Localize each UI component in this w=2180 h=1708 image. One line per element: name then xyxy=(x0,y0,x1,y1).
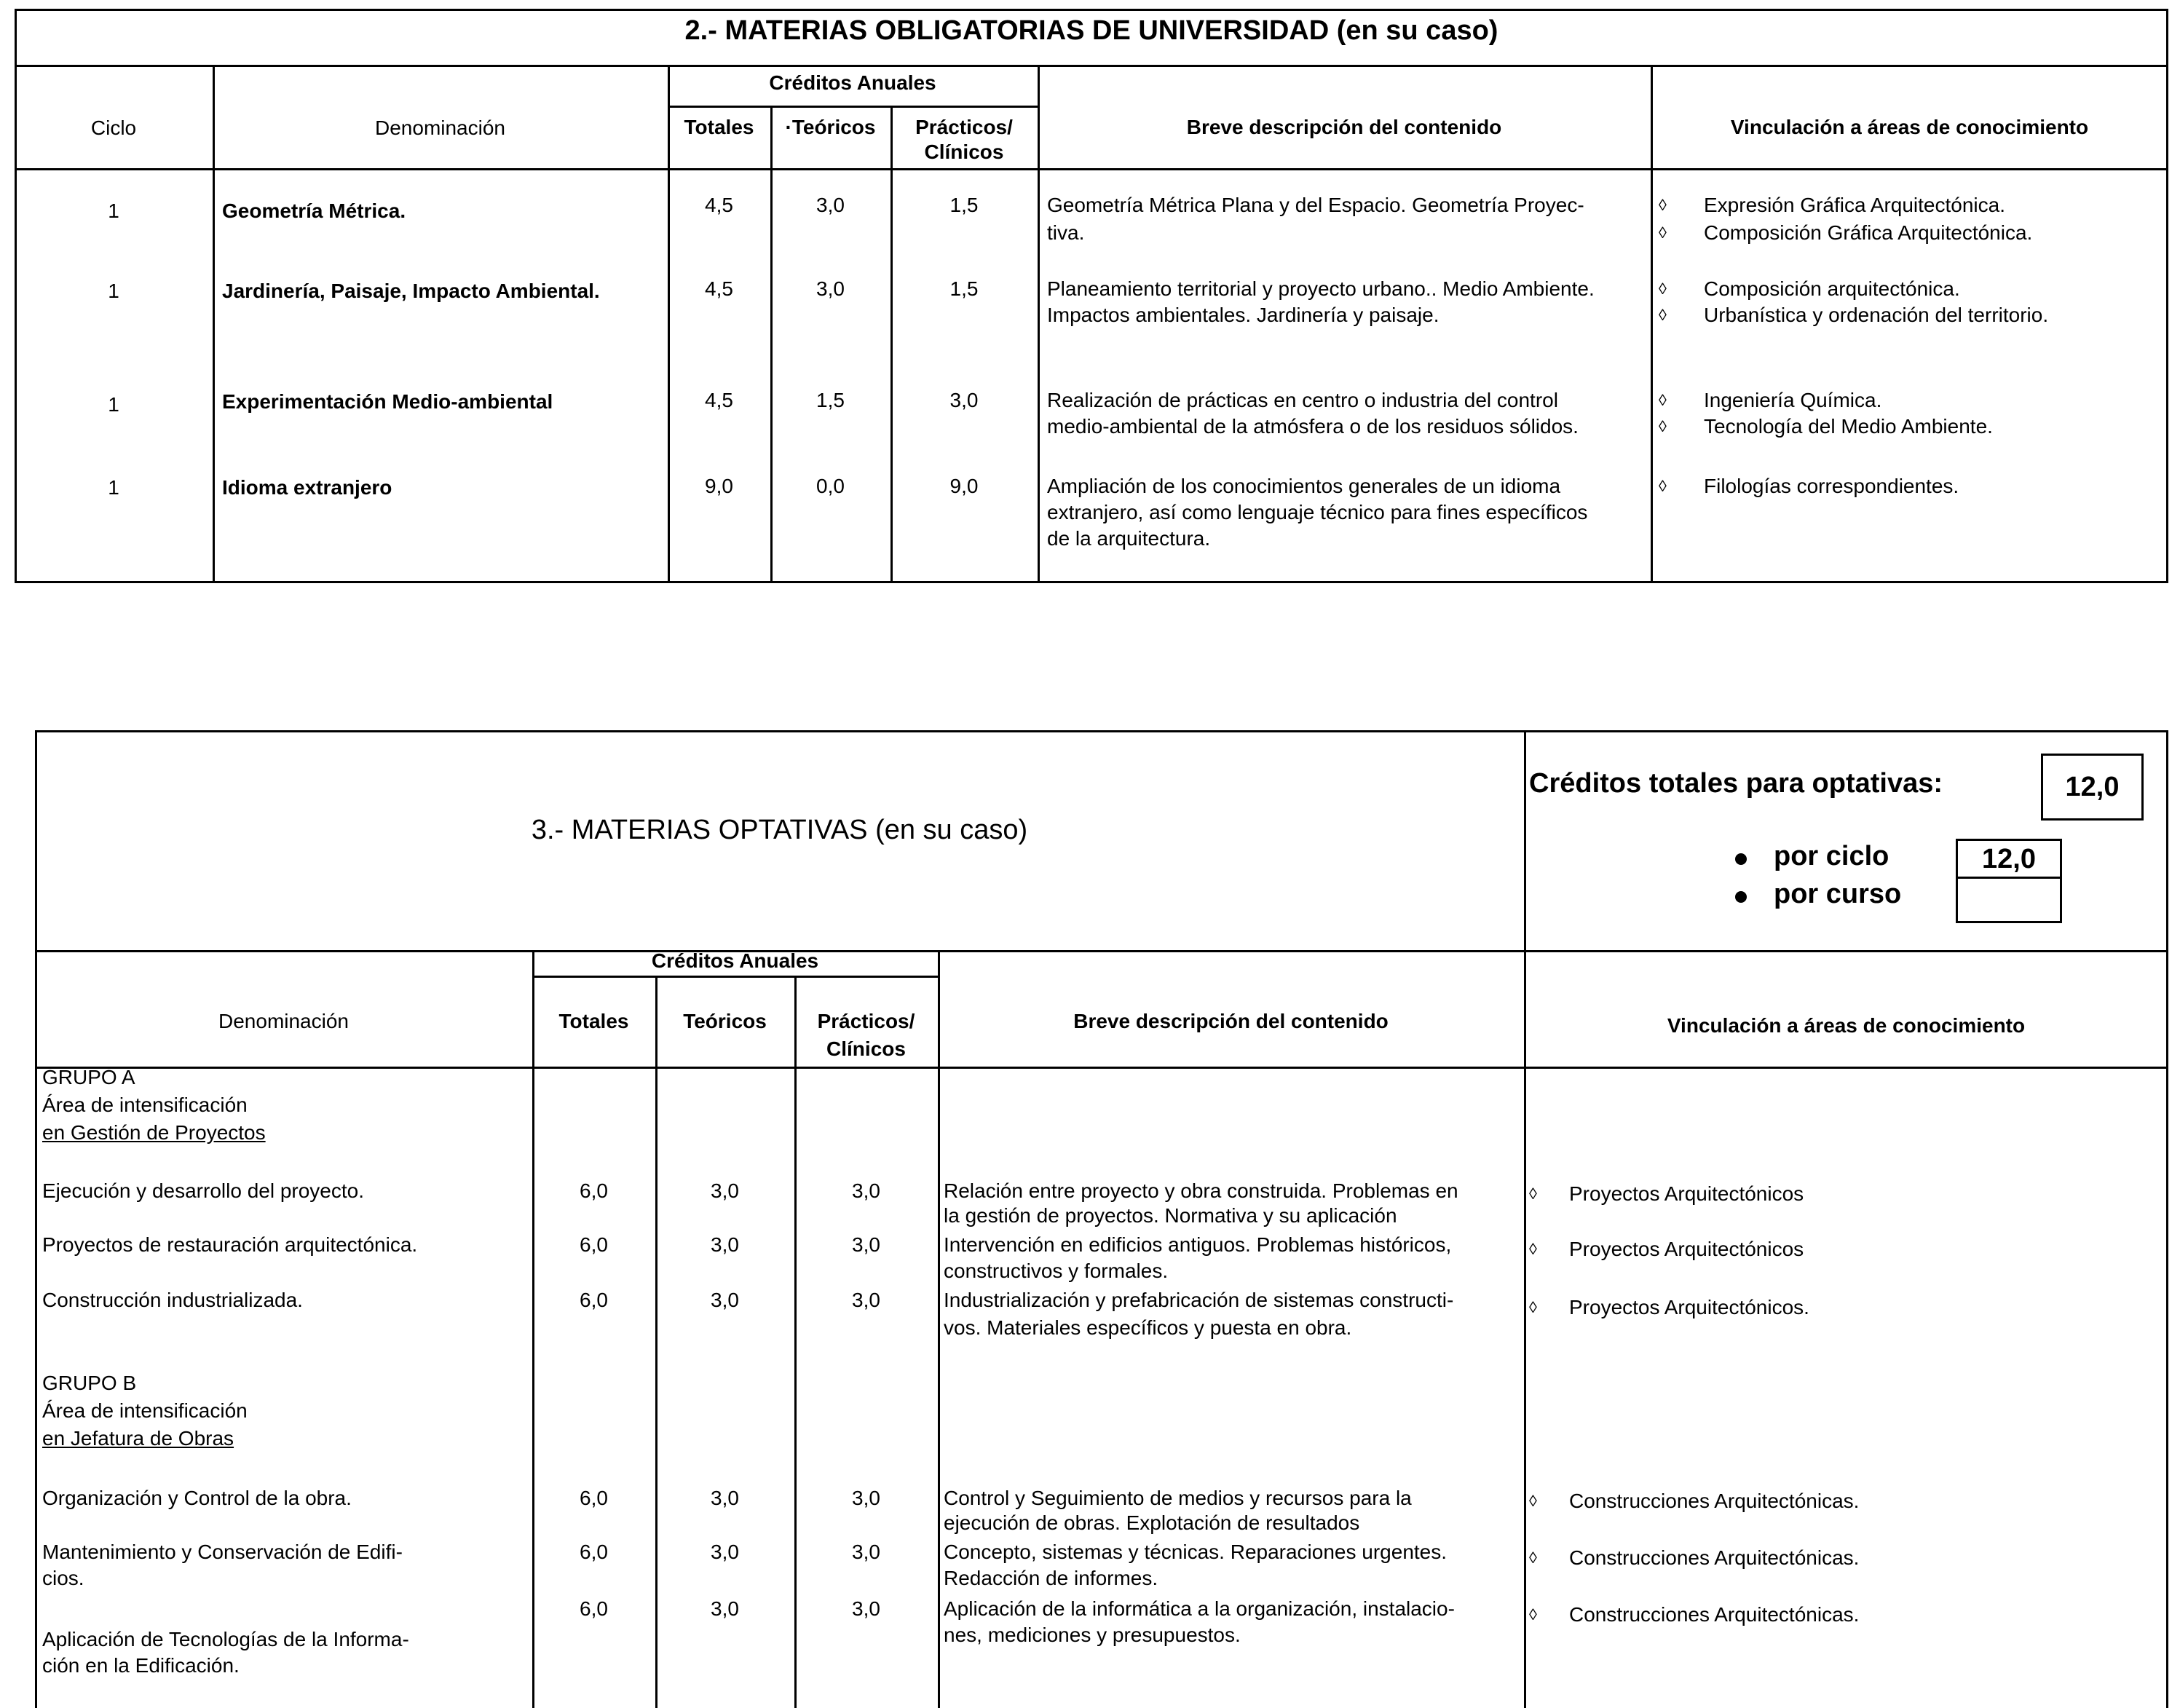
practicos-cell: 3,0 xyxy=(852,1541,880,1563)
subject-name: ción en la Edificación. xyxy=(42,1654,240,1677)
area-item: Urbanística y ordenación del territorio. xyxy=(1704,304,2049,326)
diamond-icon: ◊ xyxy=(1529,1185,1537,1203)
totales-cell: 6,0 xyxy=(580,1541,608,1563)
diamond-icon: ◊ xyxy=(1659,391,1667,409)
teoricos-cell: 3,0 xyxy=(711,1487,739,1509)
section2-header-practicos: Prácticos/ xyxy=(915,116,1013,138)
totales-cell: 6,0 xyxy=(580,1179,608,1202)
totales-cell: 6,0 xyxy=(580,1289,608,1311)
practicos-cell: 1,5 xyxy=(949,277,979,300)
totales-cell: 4,5 xyxy=(705,277,733,300)
teoricos-cell: 3,0 xyxy=(711,1597,739,1620)
creditos-totales-box: 12,0 xyxy=(2041,754,2144,821)
diamond-icon: ◊ xyxy=(1659,306,1667,324)
description-line: la gestión de proyectos. Normativa y su aplicación xyxy=(944,1204,1397,1227)
section3-header-descripcion: Breve descripción del contenido xyxy=(1073,1010,1389,1032)
ciclo-cell: 1 xyxy=(108,393,119,416)
practicos-cell: 9,0 xyxy=(949,475,979,497)
section2-col-line xyxy=(890,106,893,583)
teoricos-cell: 3,0 xyxy=(816,194,845,216)
section2-col-line xyxy=(1651,65,1653,583)
subject-name: Idioma extranjero xyxy=(222,476,392,499)
teoricos-cell: 3,0 xyxy=(816,277,845,300)
description-line: Planeamiento territorial y proyecto urbano.. Medio Ambiente. xyxy=(1047,277,1595,300)
section3-title: 3.- MATERIAS OPTATIVAS (en su caso) xyxy=(531,815,1028,845)
area-item: Composición Gráfica Arquitectónica. xyxy=(1704,221,2033,244)
section2-header-vinculacion: Vinculación a áreas de conocimiento xyxy=(1730,116,2089,138)
subject-name: Aplicación de Tecnologías de la Informa- xyxy=(42,1628,409,1650)
subject-name: Organización y Control de la obra. xyxy=(42,1487,352,1509)
description-line: vos. Materiales específicos y puesta en obra. xyxy=(944,1316,1352,1339)
diamond-icon: ◊ xyxy=(1659,477,1667,495)
section2-header-creditos: Créditos Anuales xyxy=(769,71,936,94)
section2-col-line xyxy=(668,65,670,583)
description-line: Intervención en edificios antiguos. Problemas históricos, xyxy=(944,1233,1452,1256)
section3-header-practicos: Prácticos/ xyxy=(817,1010,915,1032)
description-line: Industrialización y prefabricación de sistemas constructi- xyxy=(944,1289,1454,1311)
description-line: ejecución de obras. Explotación de resultados xyxy=(944,1511,1360,1534)
section2-col-line xyxy=(1038,65,1040,583)
totales-cell: 4,5 xyxy=(705,194,733,216)
section3-header-creditos: Créditos Anuales xyxy=(651,949,819,972)
group-b-subtitle: Área de intensificación xyxy=(42,1399,248,1422)
section3-header-totales: Totales xyxy=(558,1010,629,1032)
section2-creditos-divider xyxy=(668,106,1038,108)
description-line: Redacción de informes. xyxy=(944,1567,1158,1589)
section2-header-denominacion: Denominación xyxy=(375,116,505,139)
description-line: Relación entre proyecto y obra construida. Problemas en xyxy=(944,1179,1458,1202)
subject-name: Jardinería, Paisaje, Impacto Ambiental. xyxy=(222,280,600,302)
section2-header-totales: Totales xyxy=(684,116,754,138)
ciclo-cell: 1 xyxy=(108,280,119,302)
por-curso-box xyxy=(1956,877,2062,923)
group-a-title: GRUPO A xyxy=(42,1066,135,1088)
description-line: medio-ambiental de la atmósfera o de los residuos sólidos. xyxy=(1047,415,1579,438)
area-item: Construcciones Arquitectónicas. xyxy=(1569,1490,1860,1512)
area-item: Proyectos Arquitectónicos. xyxy=(1569,1296,1809,1318)
section2-title: 2.- MATERIAS OBLIGATORIAS DE UNIVERSIDAD (en su caso) xyxy=(684,15,1498,46)
totales-cell: 4,5 xyxy=(705,389,733,411)
description-line: de la arquitectura. xyxy=(1047,527,1211,550)
section3-title-col-line xyxy=(1524,730,1526,950)
practicos-cell: 3,0 xyxy=(852,1179,880,1202)
subject-name: Mantenimiento y Conservación de Edifi- xyxy=(42,1541,403,1563)
subject-name: Proyectos de restauración arquitectónica. xyxy=(42,1233,418,1256)
area-item: Tecnología del Medio Ambiente. xyxy=(1704,415,1993,438)
por-ciclo-box: 12,0 xyxy=(1956,839,2062,879)
area-item: Construcciones Arquitectónicas. xyxy=(1569,1546,1860,1569)
bullet-icon xyxy=(1735,853,1747,865)
group-a-area: en Gestión de Proyectos xyxy=(42,1121,266,1144)
area-item: Construcciones Arquitectónicas. xyxy=(1569,1603,1860,1626)
diamond-icon: ◊ xyxy=(1529,1298,1537,1316)
description-line: Realización de prácticas en centro o industria del control xyxy=(1047,389,1558,411)
teoricos-cell: 3,0 xyxy=(711,1289,739,1311)
description-line: Geometría Métrica Plana y del Espacio. Geometría Proyec- xyxy=(1047,194,1584,216)
practicos-cell: 3,0 xyxy=(852,1597,880,1620)
bullet-icon xyxy=(1735,891,1747,903)
totales-cell: 6,0 xyxy=(580,1487,608,1509)
subject-name: cios. xyxy=(42,1567,84,1589)
section3-creditos-divider xyxy=(532,976,938,978)
ciclo-cell: 1 xyxy=(108,199,119,222)
subject-name: Construcción industrializada. xyxy=(42,1289,303,1311)
diamond-icon: ◊ xyxy=(1529,1240,1537,1258)
practicos-cell: 3,0 xyxy=(852,1233,880,1256)
description-line: Aplicación de la informática a la organización, instalacio- xyxy=(944,1597,1455,1620)
area-item: Proyectos Arquitectónicos xyxy=(1569,1238,1804,1260)
section3-col-line xyxy=(532,950,534,1708)
description-line: Impactos ambientales. Jardinería y paisaje. xyxy=(1047,304,1439,326)
practicos-cell: 3,0 xyxy=(852,1289,880,1311)
subject-name: Experimentación Medio-ambiental xyxy=(222,390,553,413)
teoricos-cell: 1,5 xyxy=(816,389,845,411)
section3-col-line xyxy=(938,950,940,1708)
section2-header-clinicos: Clínicos xyxy=(924,141,1004,163)
area-item: Proyectos Arquitectónicos xyxy=(1569,1182,1804,1205)
description-line: constructivos y formales. xyxy=(944,1260,1169,1282)
group-b-area: en Jefatura de Obras xyxy=(42,1427,234,1450)
totales-cell: 6,0 xyxy=(580,1233,608,1256)
diamond-icon: ◊ xyxy=(1529,1492,1537,1510)
section3-header-denominacion: Denominación xyxy=(218,1010,349,1032)
section2-col-line xyxy=(770,106,773,583)
description-line: tiva. xyxy=(1047,221,1085,244)
description-line: Control y Seguimiento de medios y recursos para la xyxy=(944,1487,1412,1509)
group-b-title: GRUPO B xyxy=(42,1372,137,1394)
description-line: Concepto, sistemas y técnicas. Reparaciones urgentes. xyxy=(944,1541,1448,1563)
area-item: Composición arquitectónica. xyxy=(1704,277,1960,300)
teoricos-cell: 3,0 xyxy=(711,1541,739,1563)
subject-name: Ejecución y desarrollo del proyecto. xyxy=(42,1179,365,1202)
diamond-icon: ◊ xyxy=(1529,1549,1537,1567)
teoricos-cell: 3,0 xyxy=(711,1233,739,1256)
diamond-icon: ◊ xyxy=(1659,417,1667,435)
description-line: Ampliación de los conocimientos generales de un idioma xyxy=(1047,475,1561,497)
subject-name: Geometría Métrica. xyxy=(222,199,406,222)
por-curso-label: por curso xyxy=(1774,879,1902,909)
practicos-cell: 3,0 xyxy=(949,389,979,411)
section2-header-descripcion: Breve descripción del contenido xyxy=(1186,116,1502,138)
diamond-icon: ◊ xyxy=(1659,224,1667,242)
practicos-cell: 1,5 xyxy=(949,194,979,216)
section2-col-line xyxy=(213,65,215,583)
area-item: Expresión Gráfica Arquitectónica. xyxy=(1704,194,2005,216)
section2-header-teoricos: ·Teóricos xyxy=(785,116,876,138)
section3-header-clinicos: Clínicos xyxy=(826,1037,906,1060)
area-item: Filologías correspondientes. xyxy=(1704,475,1959,497)
section2-header-divider xyxy=(15,168,2168,170)
description-line: extranjero, así como lenguaje técnico para fines específicos xyxy=(1047,501,1588,523)
section3-header-vinculacion: Vinculación a áreas de conocimiento xyxy=(1667,1014,2026,1037)
practicos-cell: 3,0 xyxy=(852,1487,880,1509)
section3-header-teoricos: Teóricos xyxy=(683,1010,767,1032)
area-item: Ingeniería Química. xyxy=(1704,389,1882,411)
ciclo-cell: 1 xyxy=(108,476,119,499)
teoricos-cell: 0,0 xyxy=(816,475,845,497)
diamond-icon: ◊ xyxy=(1659,196,1667,214)
totales-cell: 9,0 xyxy=(705,475,733,497)
section2-header-ciclo: Ciclo xyxy=(90,116,137,139)
creditos-totales-label: Créditos totales para optativas: xyxy=(1529,768,1943,799)
diamond-icon: ◊ xyxy=(1529,1605,1537,1624)
totales-cell: 6,0 xyxy=(580,1597,608,1620)
section3-header-divider xyxy=(35,1067,2168,1069)
por-ciclo-label: por ciclo xyxy=(1774,841,1889,871)
description-line: nes, mediciones y presupuestos. xyxy=(944,1624,1241,1646)
diamond-icon: ◊ xyxy=(1659,280,1667,298)
teoricos-cell: 3,0 xyxy=(711,1179,739,1202)
group-a-subtitle: Área de intensificación xyxy=(42,1094,248,1116)
section3-col-line xyxy=(1524,950,1526,1708)
section3-title-divider xyxy=(35,950,2168,952)
